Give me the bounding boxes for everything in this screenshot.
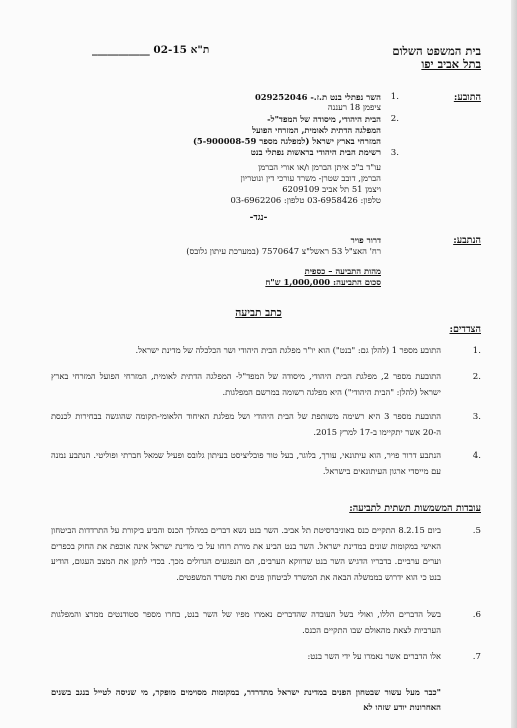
claim-nature: מהות התביעה – כספית <box>304 266 381 276</box>
plaintiff-3-name: רשימת הבית היהודי בראשות נפתלי בנט <box>250 147 381 157</box>
plaintiff-1-address: ציפמן 18 רעננה <box>327 102 381 112</box>
plaintiff-number: 3. <box>390 148 399 158</box>
paragraph-number: 2. <box>472 372 481 382</box>
counsel-line: הברמן, דובב שטרן- משרד עורכי דין ונוטריון <box>240 173 381 183</box>
plaintiff-number: 1. <box>390 92 399 102</box>
claim-amount: סכום התביעה: 1,000,000 ש"ח <box>265 277 381 287</box>
party-paragraph: התובע מספר 1 (להלן גם: "בנט") הוא יו"ר מפלגת הבית היהודי ושר הכלכלה של מדינת ישראל. <box>135 345 441 355</box>
paragraph-number: 3. <box>472 412 481 422</box>
document-title: כתב תביעה <box>235 307 282 319</box>
paragraph-number: .5 <box>472 526 481 536</box>
paragraph-number: 4. <box>472 451 481 461</box>
plaintiff-2-line2: המפלגה הדתית לאומית, המזרחי הפועל <box>252 125 381 135</box>
plaintiff-2-line3: המזרחי בארץ ישראל (למפלגה מספר 5-900008-59) <box>192 136 381 146</box>
paragraph-number: .6 <box>472 610 481 620</box>
court-location: בתל אביב יפו <box>421 57 481 71</box>
defendant-label: הנתבע: <box>453 235 481 246</box>
quote-block: "כבר מעל עשור שבטחון הפנים במדינת ישראל מתדרדר, במקומות מסוימים מופקר, מי שניסה לטייל בנגב בשנים האחרונות יודע שזהו לא <box>51 687 441 712</box>
facts-heading: עובדות המשמשות תשתית לתביעה: <box>349 503 481 514</box>
court-name: בית המשפט השלום <box>392 44 481 58</box>
plaintiff-number: 2. <box>390 114 399 124</box>
parties-heading: הצדדים: <box>449 324 481 335</box>
counsel-line: עו"ד ב"כ איתן הברמן ו/או אורי הברמן <box>258 162 381 172</box>
plaintiff-2-line1: הבית היהודי, מיסודה של המפד"ל- <box>267 114 381 124</box>
defendant-name: דרור פויר <box>350 235 381 245</box>
fact-paragraph: אלו הדברים אשר נאמרו על ידי השר בנט: <box>307 651 441 661</box>
counsel-line: ויצמן 51 תל אביב 6209109 <box>282 184 381 194</box>
defendant-address: רח' האצ"ל 53 ראשל"צ 7570647 (במערכת עיתון גלובס) <box>186 246 381 256</box>
page-edge-shadow <box>511 0 517 728</box>
party-paragraph: התובעת מספר 3 היא רשימה משותפת של הבית היהודי ושל מפלגת האיחוד הלאומי-תקומה שהוגשה בבחירות לכנסת ה-20 אשר יתקיימו ב-17 למרץ 2015. <box>51 411 441 437</box>
plaintiffs-label: התובע: <box>453 92 481 103</box>
paragraph-number: 1. <box>472 346 481 356</box>
fact-paragraph: בשל הדברים הללו, ואולי בשל העובדה שהדברים נאמרו מפיו של השר בנט, בחרו מספר סטודנטים ממרצ והמפלגות הערביות לצאת מהאולם שבו התקיים הכנס. <box>51 609 441 635</box>
party-paragraph: הנתבע דרור פויר, הוא עיתונאי, עורך, בלוגר, בעל טור פובליציסט בעיתון גלובס ופעיל שמאל חברתי ופוליטי. הנתבע נמנה עם מייסדי ארגון העיתונאים בישראל. <box>51 450 441 476</box>
plaintiff-1-name: השר נפתלי בנט ת.ז.- 029252046 <box>254 92 381 102</box>
counsel-line: טלפון: 03-6958426 טלפון: 03-6962206 <box>230 195 381 205</box>
fact-paragraph: ביום 8.2.15 התקיים כנס באוניברסיטת תל אביב. השר בנט נשא דברים במהלך הכנס והביע ביקורת על התרדדות הביטחון האישי במקומות שונים במדינת ישראל. השר בנט הביע את מורת רוחו על כי מדינת ישראל אינה אוכפת את החוק בכפרים וערים ערביים. בדבריו הדגיש השר בנט שדווקא הערבים, הם הנפגעים הגדולים מכך. בכדי לתקן את המצב העגום, הודיע בנט כי הוא ידרוש בממשלה הבאה את המשרד לביטחון פנים ואת משרד המשפטים. <box>51 525 441 582</box>
case-number: ת"א 02-15 ___________ <box>92 44 210 56</box>
paragraph-number: .7 <box>472 652 481 662</box>
versus-label: -נגד- <box>249 213 268 223</box>
party-paragraph: התובעת מספר 2, מפלגת הבית היהודי, מיסודה של המפד"ל- המפלגה הדתית לאומית, המזרחי הפועל המזרחי בארץ ישראל (להלן: "הבית היהודי") היא מפלגה רשומה במרשם המפלגות. <box>51 371 441 397</box>
